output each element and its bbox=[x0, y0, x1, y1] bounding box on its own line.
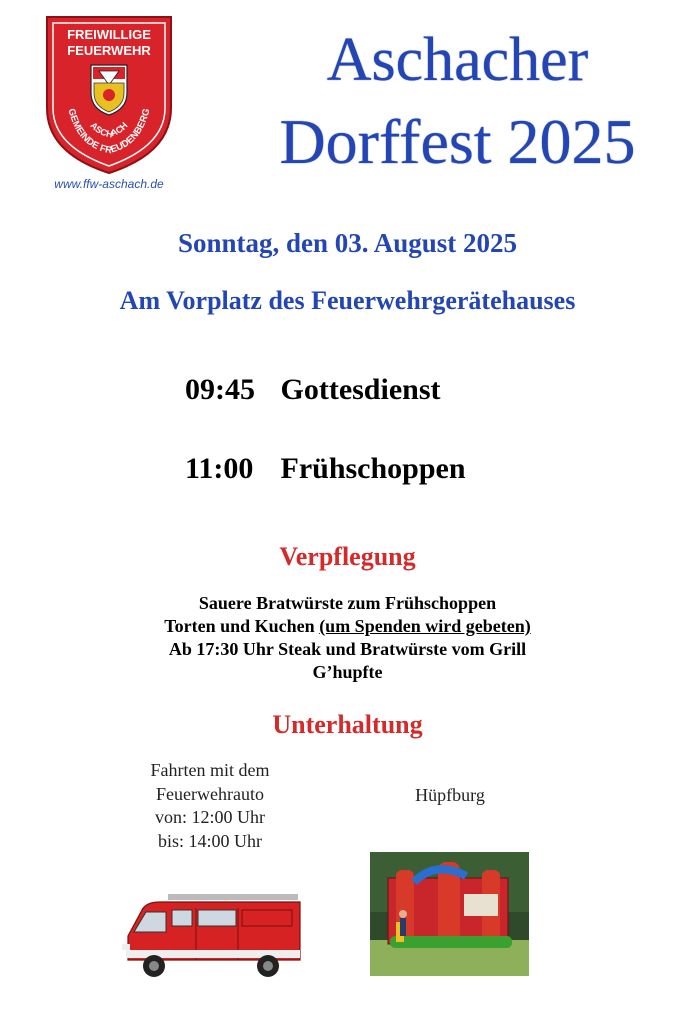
food-item-text: G’hupfte bbox=[312, 662, 383, 682]
event-location: Am Vorplatz des Feuerwehrgerätehauses bbox=[119, 286, 576, 315]
food-item bbox=[0, 638, 695, 661]
logo-arc-text2: GEMEINDE FREUDENBERG bbox=[65, 107, 153, 157]
logo-line1: FREIWILLIGE bbox=[67, 27, 151, 42]
food-item bbox=[0, 661, 695, 684]
event-title-line1: Aschacher bbox=[326, 26, 589, 94]
event-title-line2: Dorffest 2025 bbox=[279, 106, 636, 177]
fire-truck-ride-info bbox=[120, 759, 300, 853]
food-item-text: Torten und Kuchen bbox=[164, 616, 320, 636]
logo-line2: FEUERWEHR bbox=[67, 43, 151, 58]
ride-end-time: bis: 14:00 Uhr bbox=[157, 830, 262, 851]
bouncy-castle-image bbox=[370, 852, 529, 976]
food-list bbox=[0, 592, 695, 684]
donation-note: (um Spenden wird gebeten) bbox=[319, 616, 531, 636]
website-url[interactable]: www.ffw-aschach.de bbox=[54, 177, 164, 191]
fire-brigade-emblem-icon bbox=[43, 13, 175, 176]
ride-start-time: von: 12:00 Uhr bbox=[155, 807, 265, 827]
bouncy-castle-label: Hüpfburg bbox=[415, 785, 485, 805]
food-item-text: Sauere Bratwürste zum Frühschoppen bbox=[198, 593, 497, 613]
fire-truck-image bbox=[120, 888, 305, 983]
schedule-event: Frühschoppen bbox=[280, 452, 466, 485]
schedule-time: 09:45 bbox=[185, 373, 255, 406]
schedule-item bbox=[185, 373, 605, 407]
food-item bbox=[0, 592, 695, 615]
schedule-event: Gottesdienst bbox=[280, 373, 441, 406]
event-date: Sonntag, den 03. August 2025 bbox=[177, 228, 518, 258]
ride-line: Feuerwehrauto bbox=[156, 783, 264, 804]
schedule-time: 11:00 bbox=[185, 452, 254, 485]
ride-line: Fahrten mit dem bbox=[150, 760, 270, 780]
schedule-item bbox=[185, 452, 605, 486]
food-item-text: Ab 17:30 Uhr Steak und Bratwürste vom Grill bbox=[168, 639, 527, 659]
logo-arc-text: ASCHACH bbox=[88, 120, 130, 140]
food-heading: Verpflegung bbox=[279, 542, 416, 571]
food-item bbox=[0, 615, 695, 638]
entertainment-heading: Unterhaltung bbox=[272, 710, 423, 739]
